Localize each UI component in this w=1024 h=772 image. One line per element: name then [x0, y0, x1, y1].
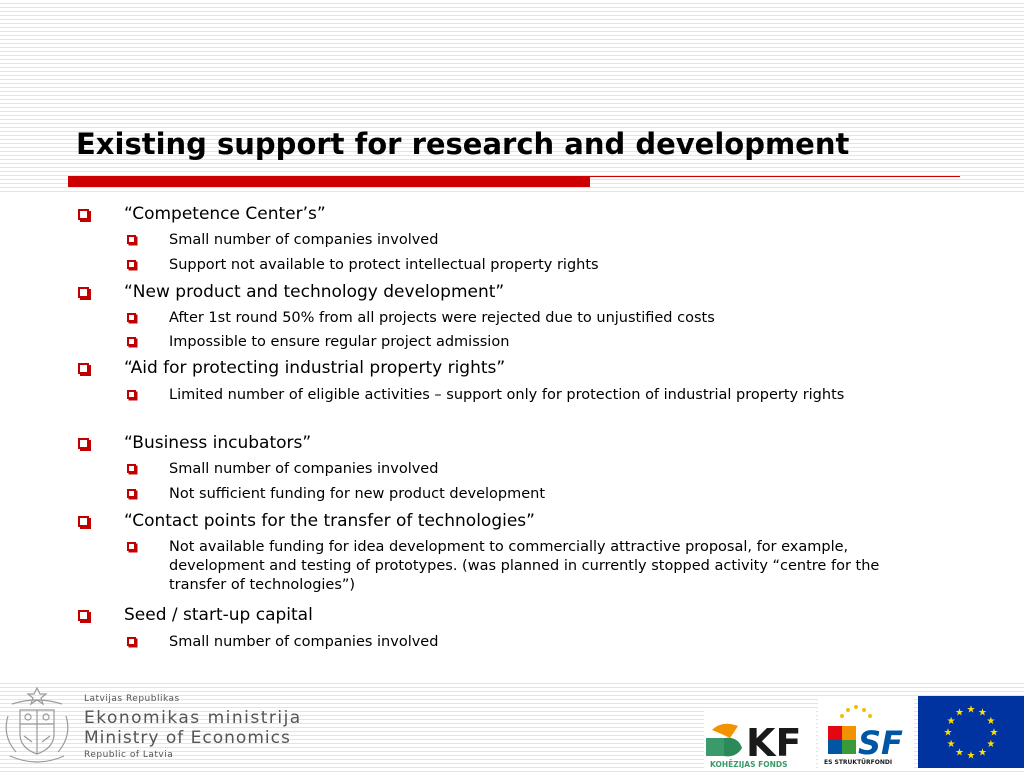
structural-funds-logo: [818, 698, 914, 768]
bullet-item: [124, 358, 505, 379]
cohesion-fund-logo: [704, 708, 816, 768]
eu-star-icon: ★: [955, 747, 964, 759]
bullet-item: [124, 204, 326, 225]
bullet-text: Seed / start-up capital: [124, 605, 313, 625]
bullet-text: “Aid for protecting industrial property rights”: [124, 358, 506, 378]
bullet-text: “Competence Center’s”: [124, 204, 326, 224]
sub-bullet-item: [169, 309, 929, 328]
eu-star-icon: ★: [966, 704, 976, 716]
ministry-line-3: Ministry of Economics: [84, 728, 291, 748]
title-underline-thick: [68, 176, 590, 187]
sf-logo-icon: [818, 698, 914, 768]
kf-caption: KOHĒZIJAS FONDS: [710, 760, 788, 768]
eu-star-icon: ★: [943, 727, 953, 739]
checkbox-bullet-icon: [127, 337, 136, 346]
checkbox-bullet-icon: [127, 260, 136, 269]
eu-star-icon: ★: [986, 716, 996, 727]
kf-logo-icon: [704, 708, 816, 768]
title-underline-thin: [590, 176, 960, 177]
eu-star-icon: ★: [986, 739, 996, 750]
eu-star-icon: ★: [966, 750, 976, 762]
checkbox-bullet-icon: [78, 287, 89, 298]
sub-bullet-item: [169, 633, 929, 652]
ministry-logo: [84, 694, 302, 760]
checkbox-bullet-icon: [127, 637, 136, 646]
checkbox-bullet-icon: [78, 209, 89, 220]
sub-bullet-item: [169, 386, 929, 405]
eu-star-icon: ★: [946, 716, 956, 727]
checkbox-bullet-icon: [127, 313, 136, 322]
checkbox-bullet-icon: [127, 235, 136, 244]
checkbox-bullet-icon: [78, 438, 89, 449]
eu-star-icon: ★: [989, 727, 999, 739]
bullet-item: [124, 282, 504, 303]
sub-bullet-text: Not available funding for idea development to commercially attractive proposal, for example, development and testing of prototypes. (was planned in currently stopped activity “centre for the transfer of technologies”): [169, 539, 880, 593]
sub-bullet-text: Small number of companies involved: [169, 634, 439, 650]
sub-bullet-item: [169, 538, 929, 595]
ministry-line-4: Republic of Latvia: [84, 750, 174, 760]
eu-flag: [918, 696, 1024, 768]
sub-bullet-text: Limited number of eligible activities – support only for protection of industrial property rights: [169, 387, 845, 403]
sub-bullet-text: Small number of companies involved: [169, 232, 439, 248]
sf-logo-text: SF: [858, 724, 903, 762]
coat-of-arms-icon: [2, 686, 72, 766]
sub-bullet-text: Not sufficient funding for new product development: [169, 486, 546, 502]
checkbox-bullet-icon: [78, 516, 89, 527]
kf-logo-text: KF: [746, 721, 802, 765]
checkbox-bullet-icon: [127, 390, 136, 399]
bullet-text: “New product and technology development”: [124, 282, 505, 302]
bullet-item: [124, 605, 313, 626]
ministry-line-1: Latvijas Republikas: [84, 694, 180, 704]
checkbox-bullet-icon: [78, 610, 89, 621]
sub-bullet-item: [169, 231, 929, 250]
sub-bullet-item: [169, 485, 929, 504]
sub-bullet-text: Impossible to ensure regular project admission: [169, 334, 510, 350]
eu-star-icon: ★: [978, 707, 987, 719]
eu-star-icon: ★: [946, 739, 956, 750]
sub-bullet-text: Small number of companies involved: [169, 461, 439, 477]
checkbox-bullet-icon: [78, 363, 89, 374]
checkbox-bullet-icon: [127, 464, 136, 473]
bullet-text: “Contact points for the transfer of technologies”: [124, 511, 535, 531]
sub-bullet-item: [169, 333, 929, 352]
sub-bullet-item: [169, 460, 929, 479]
bullet-text: “Business incubators”: [124, 433, 312, 453]
eu-star-icon: ★: [955, 707, 964, 719]
checkbox-bullet-icon: [127, 542, 136, 551]
sub-bullet-text: Support not available to protect intellectual property rights: [169, 257, 599, 273]
eu-stars-icon: [918, 696, 1024, 768]
slide-title: Existing support for research and development: [76, 127, 850, 161]
sub-bullet-item: [169, 256, 929, 275]
eu-star-icon: ★: [978, 747, 987, 759]
checkbox-bullet-icon: [127, 489, 136, 498]
sf-caption: ES STRUKTŪRFONDI: [824, 759, 893, 766]
ministry-line-2: Ekonomikas ministrija: [84, 708, 302, 728]
bullet-item: [124, 433, 311, 454]
sub-bullet-text: After 1st round 50% from all projects were rejected due to unjustified costs: [169, 310, 715, 326]
bullet-item: [124, 511, 535, 532]
